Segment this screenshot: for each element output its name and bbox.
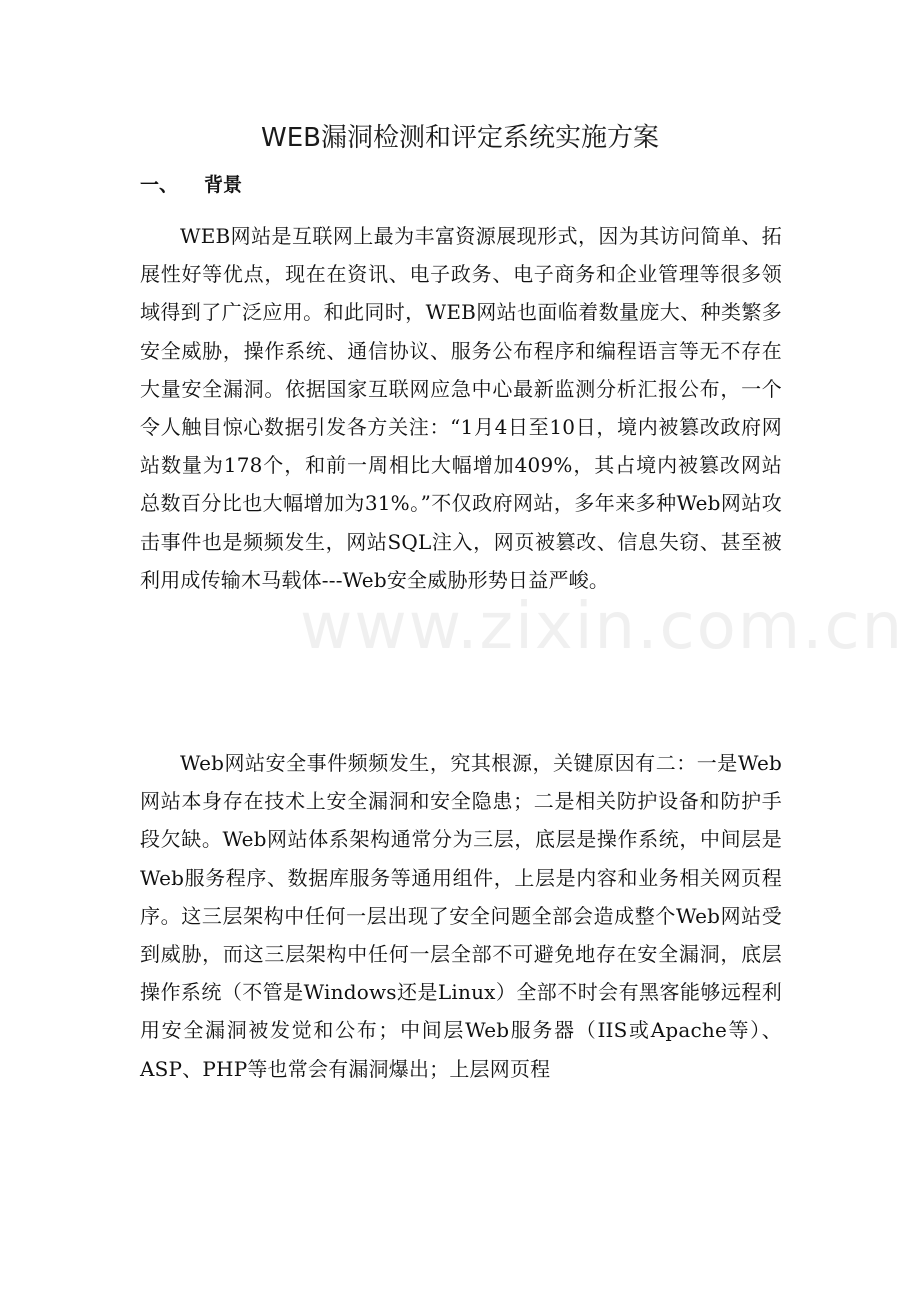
paragraph-2: Web网站安全事件频频发生，究其根源，关键原因有二：一是Web网站本身存在技术上安全漏洞和安全隐患；二是相关防护设备和防护手段欠缺。Web网站体系架构通常分为三层，底层是操作系统，中间层是Web服务程序、数据库服务等通用组件，上层是内容和业务相关网页程序。这三层架构中任何一层出现了安全问题全部会造成整个Web网站受到威胁，而这三层架构中任何一层全部不可避免地存在安全漏洞，底层操作系统（不管是Windows还是Linux）全部不时会有黑客能够远程利用安全漏洞被发觉和公布；中间层Web服务器（IIS或Apache等）、ASP、PHP等也常会有漏洞爆出；上层网页程: [140, 751, 782, 1081]
section-heading-text: 背景: [204, 174, 243, 196]
watermark: www.zixin.com.cn: [300, 590, 905, 664]
section-number: 一、: [140, 174, 179, 196]
paragraph-1: WEB网站是互联网上最为丰富资源展现形式，因为其访问简单、拓展性好等优点，现在在资讯、电子政务、电子商务和企业管理等很多领域得到了广泛应用。和此同时，WEB网站也面临着数量庞大、种类繁多安全威胁，操作系统、通信协议、服务公布程序和编程语言等无不存在大量安全漏洞。依据国家互联网应急中心最新监测分析汇报公布，一个令人触目惊心数据引发各方关注：“1月4日至10日，境内被篡改政府网站数量为178个，和前一周相比大幅增加409%，其占境内被篡改网站总数百分比也大幅增加为31%。”不仅政府网站，多年来多种Web网站攻击事件也是频频发生，网站SQL注入，网页被篡改、信息失窃、甚至被利用成传输木马载体---Web安全威胁形势日益严峻。: [140, 224, 782, 592]
document-title: WEB漏洞检测和评定系统实施方案: [261, 123, 659, 153]
section-heading: [140, 170, 780, 200]
